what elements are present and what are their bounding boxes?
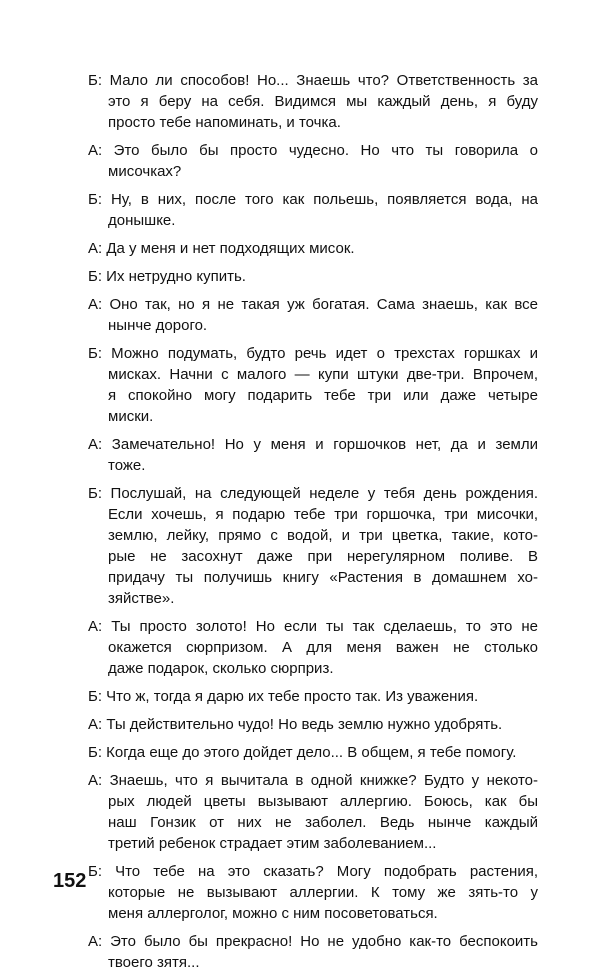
- text-line: придачу ты получишь книгу «Растения в домашнем хо-: [108, 569, 538, 586]
- text-line: Б: Можно подумать, будто речь идет о трехстах горшках и: [88, 345, 538, 362]
- paragraph: [88, 294, 538, 336]
- text-line: Б: Их нетрудно купить.: [88, 268, 246, 285]
- text-line: Б: Когда еще до этого дойдет дело... В общем, я тебе помогу.: [88, 744, 517, 761]
- text-line: А: Ты просто золото! Но если ты так сделаешь, то это не: [88, 618, 538, 635]
- text-line: наш Гонзик от них не заболел. Ведь нынче каждый: [108, 814, 538, 831]
- text-line: Б: Что тебе на это сказать? Могу подобрать растения,: [88, 863, 538, 880]
- paragraph: [88, 266, 538, 287]
- text-line: мисках. Начни с малого — купи штуки две-три. Впрочем,: [108, 366, 538, 383]
- text-line: землю, лейку, прямо с водой, и три цветка, такие, кото-: [108, 527, 538, 544]
- text-line: просто тебе напоминать, и точка.: [108, 114, 341, 131]
- text-line: тоже.: [108, 457, 146, 474]
- text-line: рых людей цветы вызывают аллергию. Боюсь, как бы: [108, 793, 538, 810]
- text-line: Б: Ну, в них, после того как польешь, появляется вода, на: [88, 191, 538, 208]
- text-line: Б: Послушай, на следующей неделе у тебя день рождения.: [88, 485, 538, 502]
- text-line: я спокойно могу подарить тебе три или даже четыре: [108, 387, 538, 404]
- text-line: это я беру на себя. Видимся мы каждый день, я буду: [108, 93, 538, 110]
- paragraph: [88, 616, 538, 679]
- text-line: рые не засохнут даже при нерегулярном поливе. В: [108, 548, 538, 565]
- paragraph: [88, 770, 538, 854]
- paragraph: [88, 742, 538, 763]
- paragraph: [88, 140, 538, 182]
- text-line: Если хочешь, я подарю тебе три горшочка, три мисочки,: [108, 506, 538, 523]
- text-line: мисочках?: [108, 163, 182, 180]
- text-line: даже подарок, сколько сюрприз.: [108, 660, 334, 677]
- paragraph: [88, 861, 538, 924]
- paragraph: [88, 189, 538, 231]
- text-line: А: Замечательно! Но у меня и горшочков нет, да и земли: [88, 436, 538, 453]
- text-line: А: Да у меня и нет подходящих мисок.: [88, 240, 355, 257]
- paragraph: [88, 238, 538, 259]
- paragraph: [88, 931, 538, 973]
- text-line: меня аллерголог, можно с ним посоветоваться.: [108, 905, 438, 922]
- text-line: твоего зятя...: [108, 954, 200, 971]
- paragraph: [88, 483, 538, 609]
- text-line: Б: Что ж, тогда я дарю их тебе просто так. Из уважения.: [88, 688, 479, 705]
- text-line: А: Это было бы прекрасно! Но не удобно как-то беспокоить: [88, 933, 538, 950]
- text-line: А: Оно так, но я не такая уж богатая. Сама знаешь, как все: [88, 296, 538, 313]
- dialogue-text: [88, 70, 538, 973]
- text-line: нынче дорого.: [108, 317, 208, 334]
- paragraph: [88, 70, 538, 133]
- text-line: А: Знаешь, что я вычитала в одной книжке? Будто у некото-: [88, 772, 538, 789]
- text-line: А: Ты действительно чудо! Но ведь землю нужно удобрять.: [88, 716, 503, 733]
- page-number: 152: [53, 870, 87, 892]
- text-line: зяйстве».: [108, 590, 175, 607]
- paragraph: [88, 343, 538, 427]
- text-line: Б: Мало ли способов! Но... Знаешь что? Ответственность за: [88, 72, 538, 89]
- text-line: донышке.: [108, 212, 176, 229]
- paragraph: [88, 686, 538, 707]
- paragraph: [88, 714, 538, 735]
- text-line: третий ребенок страдает этим заболеванием...: [108, 835, 437, 852]
- text-line: А: Это было бы просто чудесно. Но что ты говорила о: [88, 142, 538, 159]
- text-line: окажется сюрпризом. А для меня важен не столько: [108, 639, 538, 656]
- text-line: миски.: [108, 408, 154, 425]
- text-line: которые не вызывают аллергии. К тому же зять-то у: [108, 884, 538, 901]
- paragraph: [88, 434, 538, 476]
